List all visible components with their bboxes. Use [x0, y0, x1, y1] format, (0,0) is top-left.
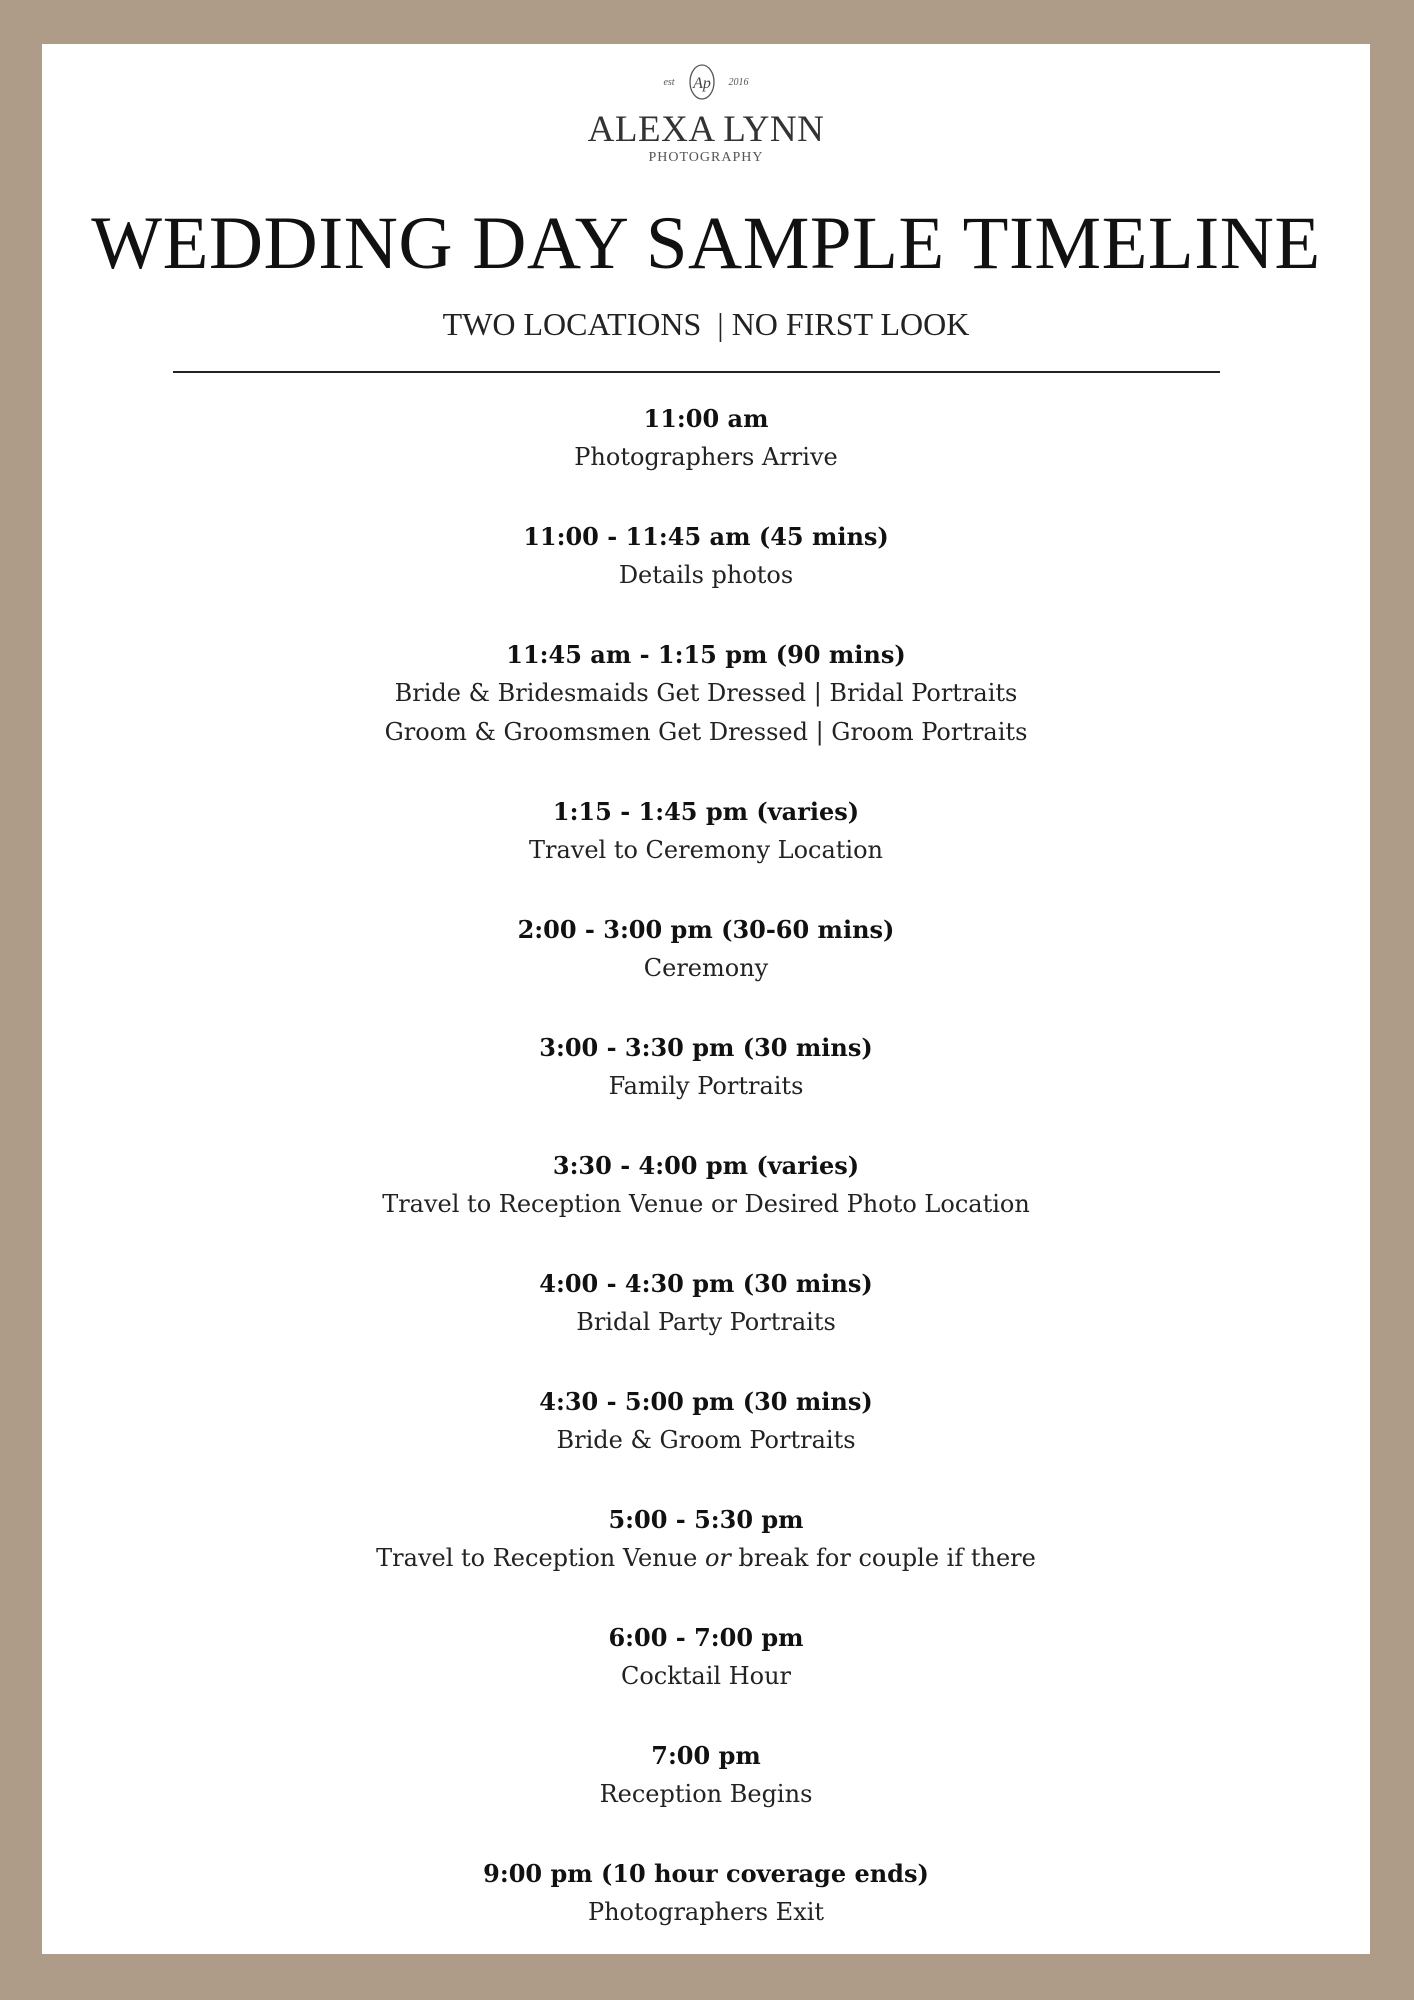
entry-description: Details photos [618, 561, 794, 589]
entry-time: 7:00 pm [651, 1741, 761, 1770]
entry-description-emphasis: or [704, 1544, 731, 1572]
entry-description: Photographers Arrive [574, 443, 838, 471]
monogram-text: Ap [692, 75, 711, 92]
timeline-entry [42, 635, 1370, 792]
entry-time: 11:00 - 11:45 am (45 mins) [523, 522, 889, 551]
logo-est-label: est [663, 76, 675, 88]
entry-time: 3:00 - 3:30 pm (30 mins) [539, 1033, 873, 1062]
entry-description: Family Portraits [608, 1072, 804, 1100]
timeline-entry [42, 910, 1370, 1028]
entry-time: 9:00 pm (10 hour coverage ends) [483, 1859, 929, 1888]
entry-time: 11:45 am - 1:15 pm (90 mins) [506, 640, 906, 669]
timeline-entry [42, 517, 1370, 635]
entry-description: Bride & Groom Portraits [556, 1426, 856, 1454]
timeline-list [42, 399, 1370, 1972]
timeline-entry [42, 1854, 1370, 1972]
entry-time: 2:00 - 3:00 pm (30-60 mins) [517, 915, 895, 944]
timeline-entry [42, 1736, 1370, 1854]
entry-description: Bridal Party Portraits [576, 1308, 836, 1336]
page-title: WEDDING DAY SAMPLE TIMELINE [91, 202, 1321, 285]
timeline-entry [42, 1500, 1370, 1618]
timeline-entry [42, 399, 1370, 517]
entry-time: 3:30 - 4:00 pm (varies) [552, 1151, 860, 1180]
entry-time: 11:00 am [643, 404, 769, 433]
entry-description: Groom & Groomsmen Get Dressed | Groom Portraits [384, 718, 1028, 746]
monogram-icon [687, 62, 717, 102]
logo-year-label: 2016 [728, 76, 749, 88]
entry-description: Cocktail Hour [620, 1662, 792, 1690]
entry-time: 1:15 - 1:45 pm (varies) [552, 797, 860, 826]
entry-description: Ceremony [643, 954, 769, 982]
entry-description-text: Travel to Reception Venue [376, 1544, 705, 1572]
timeline-entry [42, 1382, 1370, 1500]
entry-time: 6:00 - 7:00 pm [608, 1623, 804, 1652]
entry-description: Photographers Exit [587, 1898, 825, 1926]
timeline-entry [42, 1264, 1370, 1382]
timeline-entry [42, 1028, 1370, 1146]
entry-description: Reception Begins [599, 1780, 813, 1808]
entry-time: 5:00 - 5:30 pm [608, 1505, 804, 1534]
entry-description: Bride & Bridesmaids Get Dressed | Bridal Portraits [394, 679, 1018, 707]
timeline-entry [42, 792, 1370, 910]
entry-description [42, 1539, 1370, 1578]
brand-name: ALEXA LYNN [587, 109, 825, 150]
timeline-entry [42, 1618, 1370, 1736]
timeline-entry [42, 1146, 1370, 1264]
entry-time: 4:30 - 5:00 pm (30 mins) [539, 1387, 873, 1416]
document-page [42, 44, 1370, 1954]
entry-description: Travel to Ceremony Location [528, 836, 884, 864]
logo-mark [42, 60, 1370, 104]
brand-tagline: PHOTOGRAPHY [648, 150, 764, 165]
brand-logo [42, 60, 1370, 166]
entry-time: 4:00 - 4:30 pm (30 mins) [539, 1269, 873, 1298]
page-subtitle: TWO LOCATIONS | NO FIRST LOOK [442, 306, 970, 342]
entry-description-text: break for couple if there [730, 1544, 1036, 1572]
entry-description: Travel to Reception Venue or Desired Photo Location [382, 1190, 1030, 1218]
divider [173, 371, 1220, 373]
